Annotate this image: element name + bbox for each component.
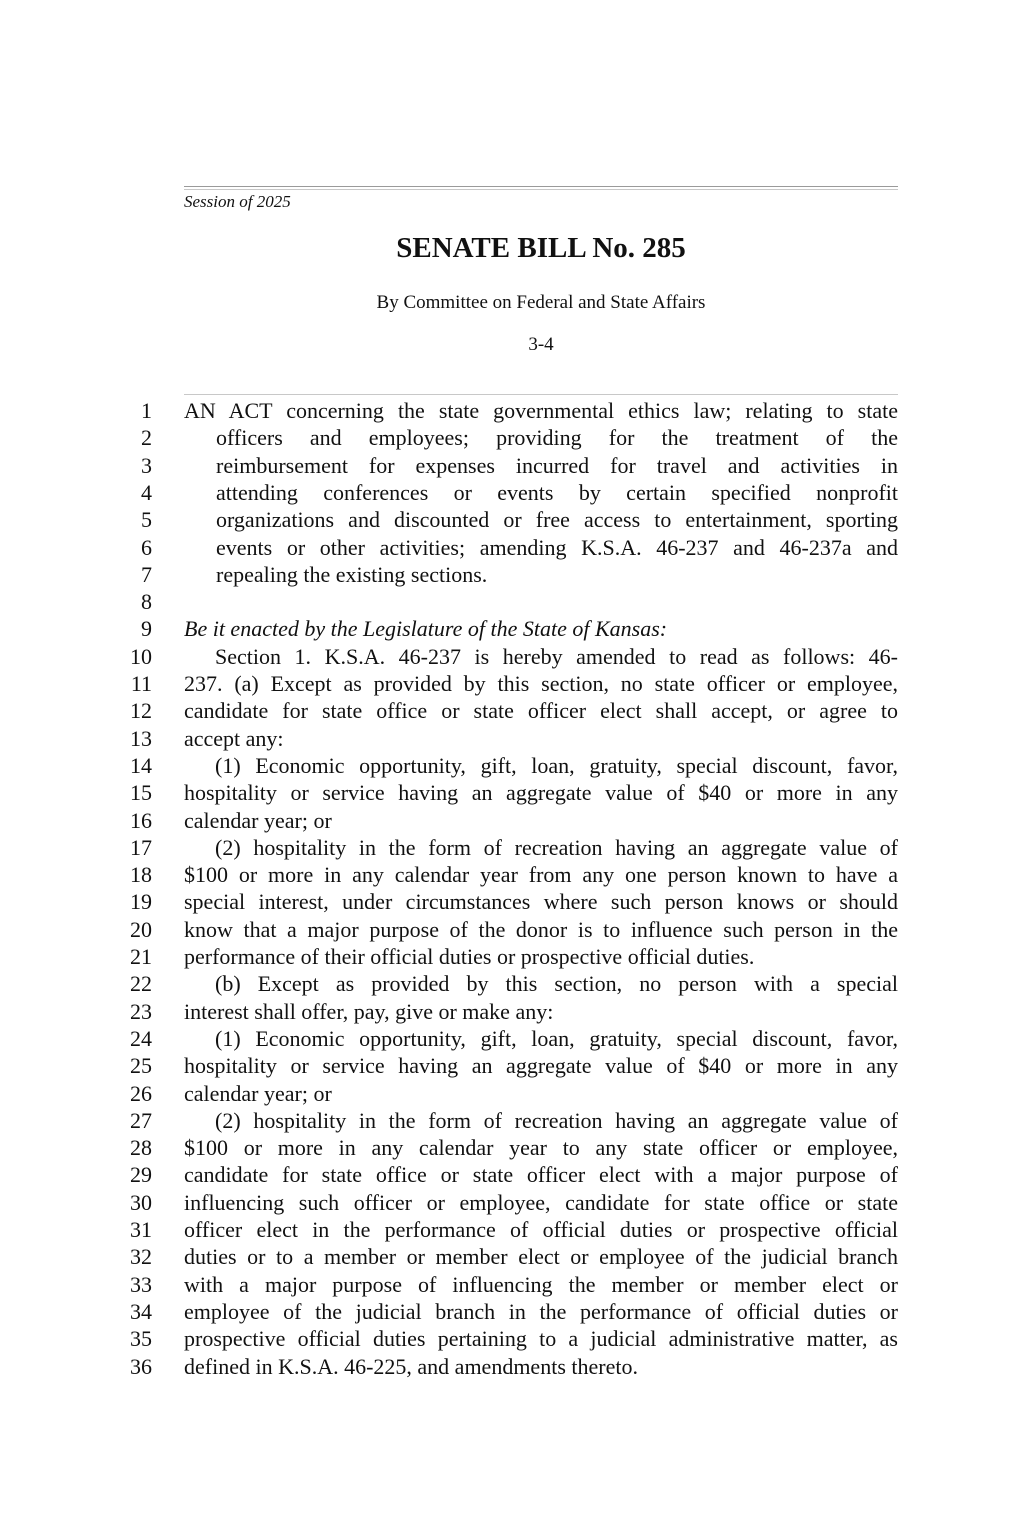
line-number: 13 xyxy=(130,726,152,751)
line-number: 3 xyxy=(141,453,152,478)
line-number: 31 xyxy=(130,1217,152,1242)
bill-text-line: special interest, under circumstances where such person knows or should xyxy=(184,889,898,914)
bill-text-line: hospitality or service having an aggregate value of $40 or more in any xyxy=(184,780,898,805)
bill-text-line: repealing the existing sections. xyxy=(216,562,488,587)
line-number: 27 xyxy=(130,1108,152,1133)
line-number: 14 xyxy=(130,753,152,778)
bill-text-line: (1) Economic opportunity, gift, loan, gratuity, special discount, favor, xyxy=(215,753,898,778)
bill-text-line: Be it enacted by the Legislature of the State of Kansas: xyxy=(184,616,668,641)
bill-text-line: calendar year; or xyxy=(184,808,332,833)
line-number: 35 xyxy=(130,1326,152,1351)
bill-date: 3-4 xyxy=(528,334,554,355)
line-number: 18 xyxy=(130,862,152,887)
bill-text-line: (b) Except as provided by this section, no person with a special xyxy=(215,971,898,996)
line-number: 12 xyxy=(130,698,152,723)
bill-text-line: (2) hospitality in the form of recreation having an aggregate value of xyxy=(215,1108,898,1133)
bill-text-line: $100 or more in any calendar year to any state officer or employee, xyxy=(184,1135,898,1160)
line-number: 33 xyxy=(130,1272,152,1297)
line-number: 15 xyxy=(130,780,152,805)
bill-text-line: (2) hospitality in the form of recreation having an aggregate value of xyxy=(215,835,898,860)
bill-text-line: attending conferences or events by certain specified nonprofit xyxy=(216,480,898,505)
line-number: 25 xyxy=(130,1053,152,1078)
line-number: 17 xyxy=(130,835,152,860)
line-number: 23 xyxy=(130,999,152,1024)
line-number: 36 xyxy=(130,1354,152,1379)
line-number: 29 xyxy=(130,1162,152,1187)
line-number: 6 xyxy=(141,535,152,560)
line-number: 10 xyxy=(130,644,152,669)
bill-text-line: employee of the judicial branch in the performance of official duties or xyxy=(184,1299,898,1324)
bill-text-line: events or other activities; amending K.S.A. 46-237 and 46-237a and xyxy=(216,535,898,560)
line-number: 24 xyxy=(130,1026,152,1051)
line-number: 34 xyxy=(130,1299,152,1324)
bill-text-line: influencing such officer or employee, candidate for state office or state xyxy=(184,1190,898,1215)
bill-text-line: officer elect in the performance of official duties or prospective official xyxy=(184,1217,898,1242)
session-label: Session of 2025 xyxy=(184,192,291,211)
line-number: 30 xyxy=(130,1190,152,1215)
bill-text-line: officers and employees; providing for the treatment of the xyxy=(216,425,898,450)
bill-text-line: know that a major purpose of the donor is to influence such person in the xyxy=(184,917,898,942)
line-number: 9 xyxy=(141,616,152,641)
line-number: 21 xyxy=(130,944,152,969)
bill-text-line: with a major purpose of influencing the member or member elect or xyxy=(184,1272,898,1297)
bill-text-line: organizations and discounted or free access to entertainment, sporting xyxy=(216,507,898,532)
line-number: 4 xyxy=(141,480,152,505)
line-number: 11 xyxy=(130,671,152,696)
bill-text-line: (1) Economic opportunity, gift, loan, gratuity, special discount, favor, xyxy=(215,1026,898,1051)
bill-text-line: candidate for state office or state officer elect with a major purpose of xyxy=(184,1162,898,1187)
bill-text-line: interest shall offer, pay, give or make any: xyxy=(184,999,554,1024)
line-number: 16 xyxy=(130,808,152,833)
bill-text-line: hospitality or service having an aggregate value of $40 or more in any xyxy=(184,1053,898,1078)
bill-text-line: performance of their official duties or prospective official duties. xyxy=(184,944,755,969)
line-number: 20 xyxy=(130,917,152,942)
header-rule-secondary xyxy=(184,189,898,190)
bill-text-line: 237. (a) Except as provided by this section, no state officer or employee, xyxy=(184,671,898,696)
line-number: 7 xyxy=(141,562,152,587)
line-number: 26 xyxy=(130,1081,152,1106)
body-rule xyxy=(184,394,898,395)
bill-text-line: reimbursement for expenses incurred for travel and activities in xyxy=(216,453,898,478)
line-number: 5 xyxy=(141,507,152,532)
bill-text-line: prospective official duties pertaining to a judicial administrative matter, as xyxy=(184,1326,898,1351)
line-number: 22 xyxy=(130,971,152,996)
bill-sponsor: By Committee on Federal and State Affairs xyxy=(376,292,706,313)
bill-text-line: defined in K.S.A. 46-225, and amendments thereto. xyxy=(184,1354,638,1379)
line-number: 28 xyxy=(130,1135,152,1160)
line-number: 2 xyxy=(141,425,152,450)
bill-text-line: candidate for state office or state officer elect shall accept, or agree to xyxy=(184,698,898,723)
line-number: 19 xyxy=(130,889,152,914)
line-number: 32 xyxy=(130,1244,152,1269)
header-rule xyxy=(184,186,898,187)
line-number: 8 xyxy=(141,589,152,614)
bill-text-line: $100 or more in any calendar year from any one person known to have a xyxy=(184,862,898,887)
bill-text-line: duties or to a member or member elect or employee of the judicial branch xyxy=(184,1244,898,1269)
bill-text-line: Section 1. K.S.A. 46-237 is hereby amended to read as follows: 46- xyxy=(215,644,898,669)
bill-title: SENATE BILL No. 285 xyxy=(396,232,686,264)
line-number: 1 xyxy=(141,398,152,423)
bill-text-line: calendar year; or xyxy=(184,1081,332,1106)
bill-text-line: accept any: xyxy=(184,726,284,751)
bill-text-line xyxy=(184,588,898,615)
bill-text-line: AN ACT concerning the state governmental ethics law; relating to state xyxy=(184,398,898,423)
